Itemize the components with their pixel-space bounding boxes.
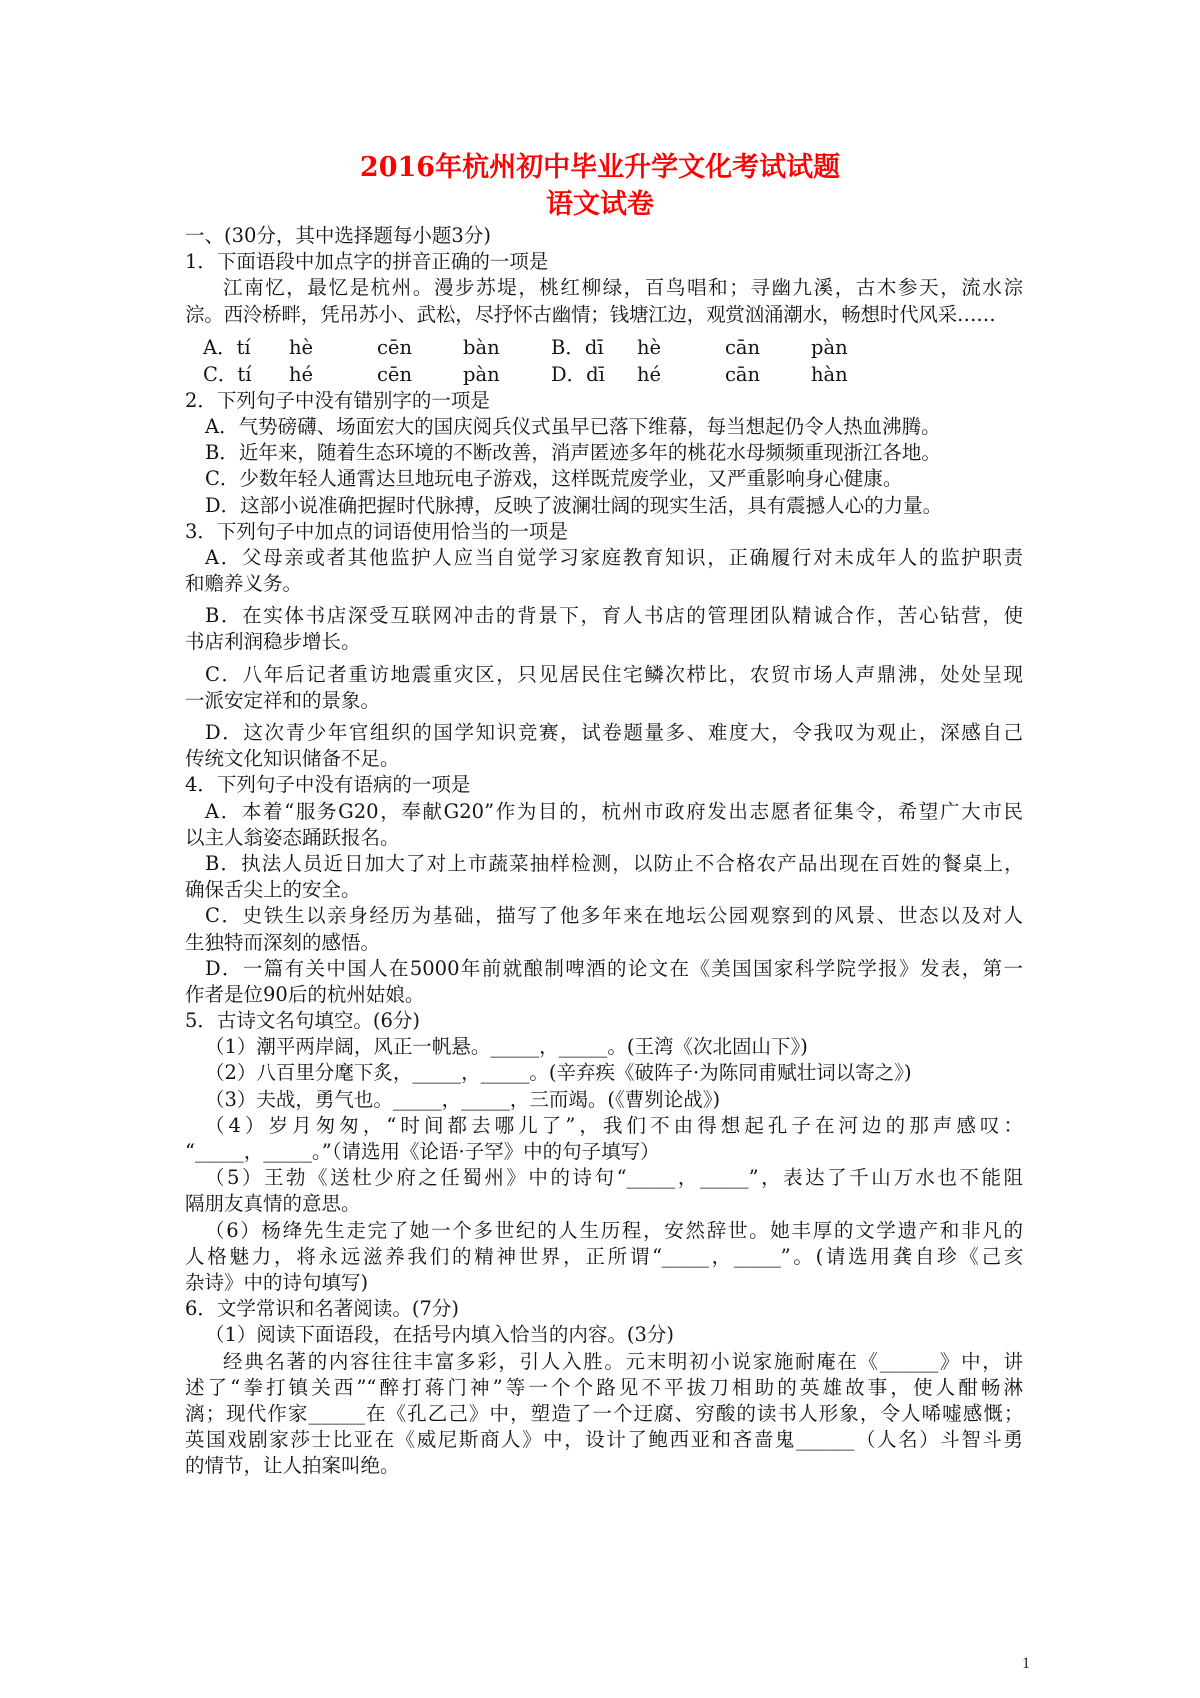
option-text: cān: [725, 335, 761, 359]
question-4-option-line: C．史铁生以亲身经历为基础，描写了他多年来在地坛公园观察到的风景、世态以及对人: [205, 904, 1023, 928]
question-1-passage-line: 淙。西泠桥畔，凭吊苏小、武松，尽抒怀古幽情；钱塘江边，观赏汹涌潮水，畅想时代风采……: [185, 302, 996, 326]
option-text: cān: [725, 362, 761, 386]
question-5-item: （1）潮平两岸阔，风正一帆悬。_____，_____。(王湾《次北固山下》): [205, 1035, 808, 1059]
question-5-item: （4）岁月匆匆，“时间都去哪儿了”，我们不由得想起孔子在河边的那声感叹：: [205, 1113, 1023, 1137]
question-5-item: （3）夫战，勇气也。_____，_____，三而竭。(《曹刿论战》): [205, 1087, 721, 1111]
page-subtitle: 语文试卷: [546, 189, 654, 220]
question-1-options-row: [185, 361, 1023, 388]
question-5-item: （5）王勃《送杜少府之任蜀州》中的诗句“_____，_____”，表达了千山万水也不能阻: [205, 1166, 1023, 1190]
section-header: 一、(30分，其中选择题每小题3分): [185, 224, 491, 247]
question-4-option-line: 生独特而深刻的感悟。: [185, 930, 381, 954]
option-text: B．dī: [551, 335, 604, 359]
option-text: C．tí: [203, 362, 252, 386]
option-text: hé: [637, 362, 662, 386]
option-text: hè: [289, 335, 314, 359]
question-2-option: C．少数年轻人通霄达旦地玩电子游戏，这样既荒废学业，又严重影响身心健康。: [205, 467, 903, 491]
option-text: cēn: [377, 335, 413, 359]
question-5-stem: 5．古诗文名句填空。(6分): [185, 1009, 421, 1033]
question-1-stem: 1．下面语段中加点字的拼音正确的一项是: [185, 250, 549, 274]
page-number: 1: [1022, 1655, 1030, 1672]
question-5-item: 人格魅力，将永远滋养我们的精神世界，正所谓“_____，_____”。(请选用龚自珍《己亥: [185, 1244, 1023, 1268]
question-3-stem: 3．下列句子中加点的词语使用恰当的一项是: [185, 519, 568, 543]
question-1-options-row: [185, 334, 1023, 361]
option-text: hàn: [811, 362, 848, 386]
question-4-option-line: 作者是位90后的杭州姑娘。: [185, 982, 425, 1006]
question-2-option: A．气势磅礴、场面宏大的国庆阅兵仪式虽早已落下维幕，每当想起仍令人热血沸腾。: [205, 414, 941, 438]
option-text: pàn: [463, 362, 500, 386]
question-4-option-line: D．一篇有关中国人在5000年前就酿制啤酒的论文在《美国国家科学院学报》发表，第一: [205, 956, 1023, 980]
question-2-option: B．近年来，随着生态环境的不断改善，消声匿迹多年的桃花水母频频重现浙江各地。: [205, 441, 941, 465]
question-4-stem: 4．下列句子中没有语病的一项是: [185, 773, 471, 797]
question-6-passage-line: 的情节，让人拍案叫绝。: [185, 1454, 400, 1478]
option-text: A．tí: [203, 335, 251, 359]
question-3-option-line: A．父母亲或者其他监护人应当自觉学习家庭教育知识，正确履行对未成年人的监护职责: [205, 545, 1023, 569]
question-4-option-line: B．执法人员近日加大了对上市蔬菜抽样检测，以防止不合格农产品出现在百姓的餐桌上，: [205, 851, 1023, 875]
option-text: D．dī: [551, 362, 605, 386]
question-3-option-line: C．八年后记者重访地震重灾区，只见居民住宅鳞次栉比，农贸市场人声鼎沸，处处呈现: [205, 662, 1023, 686]
question-3-option-line: 书店利润稳步增长。: [185, 630, 361, 654]
question-3-option-line: 和赡养义务。: [185, 572, 303, 596]
question-2-stem: 2．下列句子中没有错别字的一项是: [185, 388, 490, 412]
question-5-item: （2）八百里分麾下炙，_____，_____。(辛弃疾《破阵子·为陈同甫赋壮词以寄之》): [205, 1061, 912, 1085]
question-4-option-line: A．本着“服务G20，奉献G20”作为目的，杭州市政府发出志愿者征集令，希望广大市民: [205, 799, 1023, 823]
question-3-option-line: 传统文化知识储备不足。: [185, 747, 400, 771]
question-4-option-line: 确保舌尖上的安全。: [185, 878, 361, 902]
question-5-item: “_____，_____。”（请选用《论语·子罕》中的句子填写）: [185, 1140, 660, 1163]
question-6-passage-line: 漓；现代作家______在《孔乙己》中，塑造了一个迂腐、穷酸的读书人形象，令人唏嘘感慨；: [185, 1401, 1023, 1425]
question-5-item: （6）杨绛先生走完了她一个多世纪的人生历程，安然辞世。她丰厚的文学遗产和非凡的: [205, 1218, 1023, 1242]
question-6-passage-line: 英国戏剧家莎士比亚在《威尼斯商人》中，设计了鲍西亚和吝啬鬼______（人名）斗智斗勇: [185, 1428, 1023, 1452]
question-3-option-line: D．这次青少年官组织的国学知识竞赛，试卷题量多、难度大，令我叹为观止，深感自己: [205, 721, 1023, 744]
exam-content: [185, 223, 1023, 1479]
question-6-passage-line: 述了“拳打镇关西”“醉打蒋门神”等一个个路见不平拔刀相助的英雄故事，使人酣畅淋: [185, 1375, 1023, 1399]
question-6-stem: 6．文学常识和名著阅读。(7分): [185, 1297, 460, 1321]
option-text: hé: [289, 362, 314, 386]
option-text: hè: [637, 335, 662, 359]
question-1-passage-line: 江南忆，最忆是杭州。漫步苏堤，桃红柳绿，百鸟唱和；寻幽九溪，古木参天，流水淙: [223, 276, 1023, 300]
option-text: cēn: [377, 362, 413, 386]
question-3-option-line: B．在实体书店深受互联网冲击的背景下，育人书店的管理团队精诚合作，苦心钻营，使: [205, 604, 1023, 628]
question-6-passage-line: 经典名著的内容往往丰富多彩，引人入胜。元末明初小说家施耐庵在《______》中，讲: [223, 1349, 1023, 1373]
page-title: 2016年杭州初中毕业升学文化考试试题: [359, 152, 841, 183]
option-text: pàn: [811, 335, 848, 359]
question-6-sub1: （1）阅读下面语段，在括号内填入恰当的内容。(3分): [205, 1323, 675, 1347]
option-text: bàn: [463, 335, 500, 359]
question-5-item: 杂诗》中的诗句填写): [185, 1270, 369, 1294]
question-3-option-line: 一派安定祥和的景象。: [185, 688, 381, 712]
question-2-option: D．这部小说准确把握时代脉搏，反映了波澜壮阔的现实生活，具有震撼人心的力量。: [205, 493, 943, 517]
question-4-option-line: 以主人翁姿态踊跃报名。: [185, 825, 400, 849]
question-5-item: 隔朋友真情的意思。: [185, 1192, 361, 1216]
